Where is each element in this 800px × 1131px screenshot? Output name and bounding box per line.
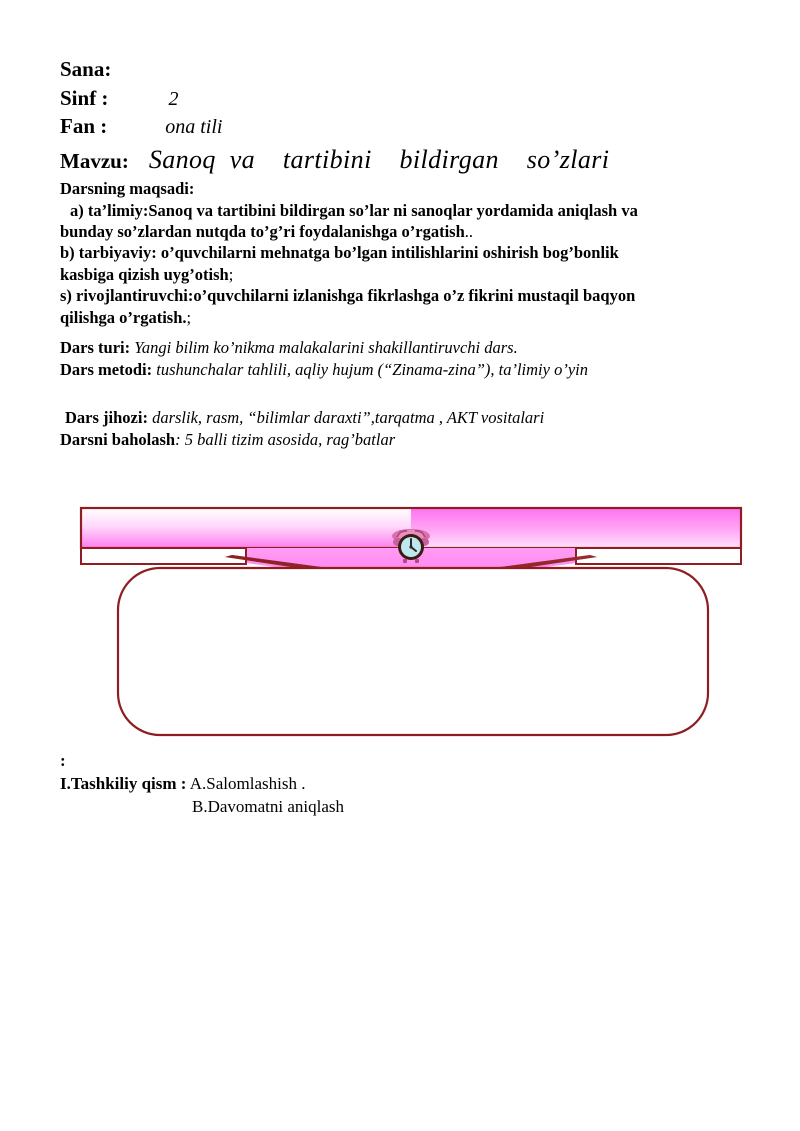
equipment-block xyxy=(60,407,740,451)
lesson-type-label: Dars turi: xyxy=(60,338,131,358)
part1-sub: B.Davomatni aniqlash xyxy=(192,796,345,816)
stray-colon: : xyxy=(60,751,66,770)
lesson-plan-header xyxy=(60,56,740,451)
ribbon-graphic xyxy=(60,495,760,750)
topic-value: Sanoq va tartibini bildirgan so’zlari xyxy=(148,145,610,175)
date-row xyxy=(60,56,740,84)
objective-a-line1: a) ta’limiy:Sanoq va tartibini bildirgan so’lar ni sanoqlar yordamida aniqlash va xyxy=(70,200,638,220)
objective-a-line2-tail: .. xyxy=(464,222,474,242)
date-label: Sana: xyxy=(60,57,112,81)
subject-label: Fan : xyxy=(60,114,108,139)
equipment-row xyxy=(60,407,740,429)
objective-b-line1: b) tarbiyaviy: o’quvchilarni mehnatga bo’lgan intilishlarini oshirish bog’bonlik xyxy=(60,243,619,263)
objective-s-line1: s) rivojlantiruvchi:o’quvchilarni izlanishga fikrlashga o’z fikrini mustaqil baqyon xyxy=(60,286,636,306)
part1-label: I.Tashkiliy qism : xyxy=(60,773,187,793)
lesson-method-row xyxy=(60,359,740,381)
equipment-label: Dars jihozi: xyxy=(65,407,148,427)
empty-rounded-box xyxy=(118,568,708,735)
lesson-method-value: tushunchalar tahlili, aqliy hujum (“Zinama-zina”), ta’limiy o’yin xyxy=(152,359,588,379)
part1-row xyxy=(60,773,740,796)
objective-a-line2 xyxy=(60,221,720,242)
objective-b-line2-text: kasbiga qizish uyg’otish xyxy=(60,264,229,284)
topic-label: Mavzu: xyxy=(60,149,129,174)
part1-value: A.Salomlashish . xyxy=(186,773,306,793)
objectives-heading: Darsning maqsadi: xyxy=(60,179,195,199)
lesson-procedure-block xyxy=(60,750,740,819)
lesson-type-value: Yangi bilim ko’nikma malakalarini shakillantiruvchi dars. xyxy=(130,338,518,358)
objective-b-line2 xyxy=(60,264,720,285)
objective-s-line2 xyxy=(60,307,720,328)
objective-a-line2-text: bunday so’zlardan nutqda to’g’ri foydalanishga o’rgatish xyxy=(60,222,465,242)
subject-value: ona tili xyxy=(165,116,223,139)
class-label: Sinf : xyxy=(60,85,109,110)
objective-s-line2-tail: ; xyxy=(186,307,192,327)
grading-value: : 5 balli tizim asosida, rag’batlar xyxy=(175,429,396,449)
subject-row xyxy=(60,113,740,141)
objective-s-line2-text: qilishga o’rgatish. xyxy=(60,307,187,327)
objective-b-line2-tail: ; xyxy=(228,264,234,284)
grading-row xyxy=(60,429,740,451)
lesson-type-row xyxy=(60,337,740,359)
class-row xyxy=(60,85,740,113)
lesson-meta-block xyxy=(60,337,740,381)
objectives-block xyxy=(60,178,720,328)
class-value: 2 xyxy=(168,87,179,110)
banner-right-notch xyxy=(576,548,741,564)
lesson-method-label: Dars metodi: xyxy=(60,359,153,379)
equipment-value: darslik, rasm, “bilimlar daraxti”,tarqatma , AKT vositalari xyxy=(147,407,545,427)
grading-label: Darsni baholash xyxy=(60,429,176,449)
topic-row xyxy=(60,145,740,175)
banner-left-notch xyxy=(81,548,246,564)
